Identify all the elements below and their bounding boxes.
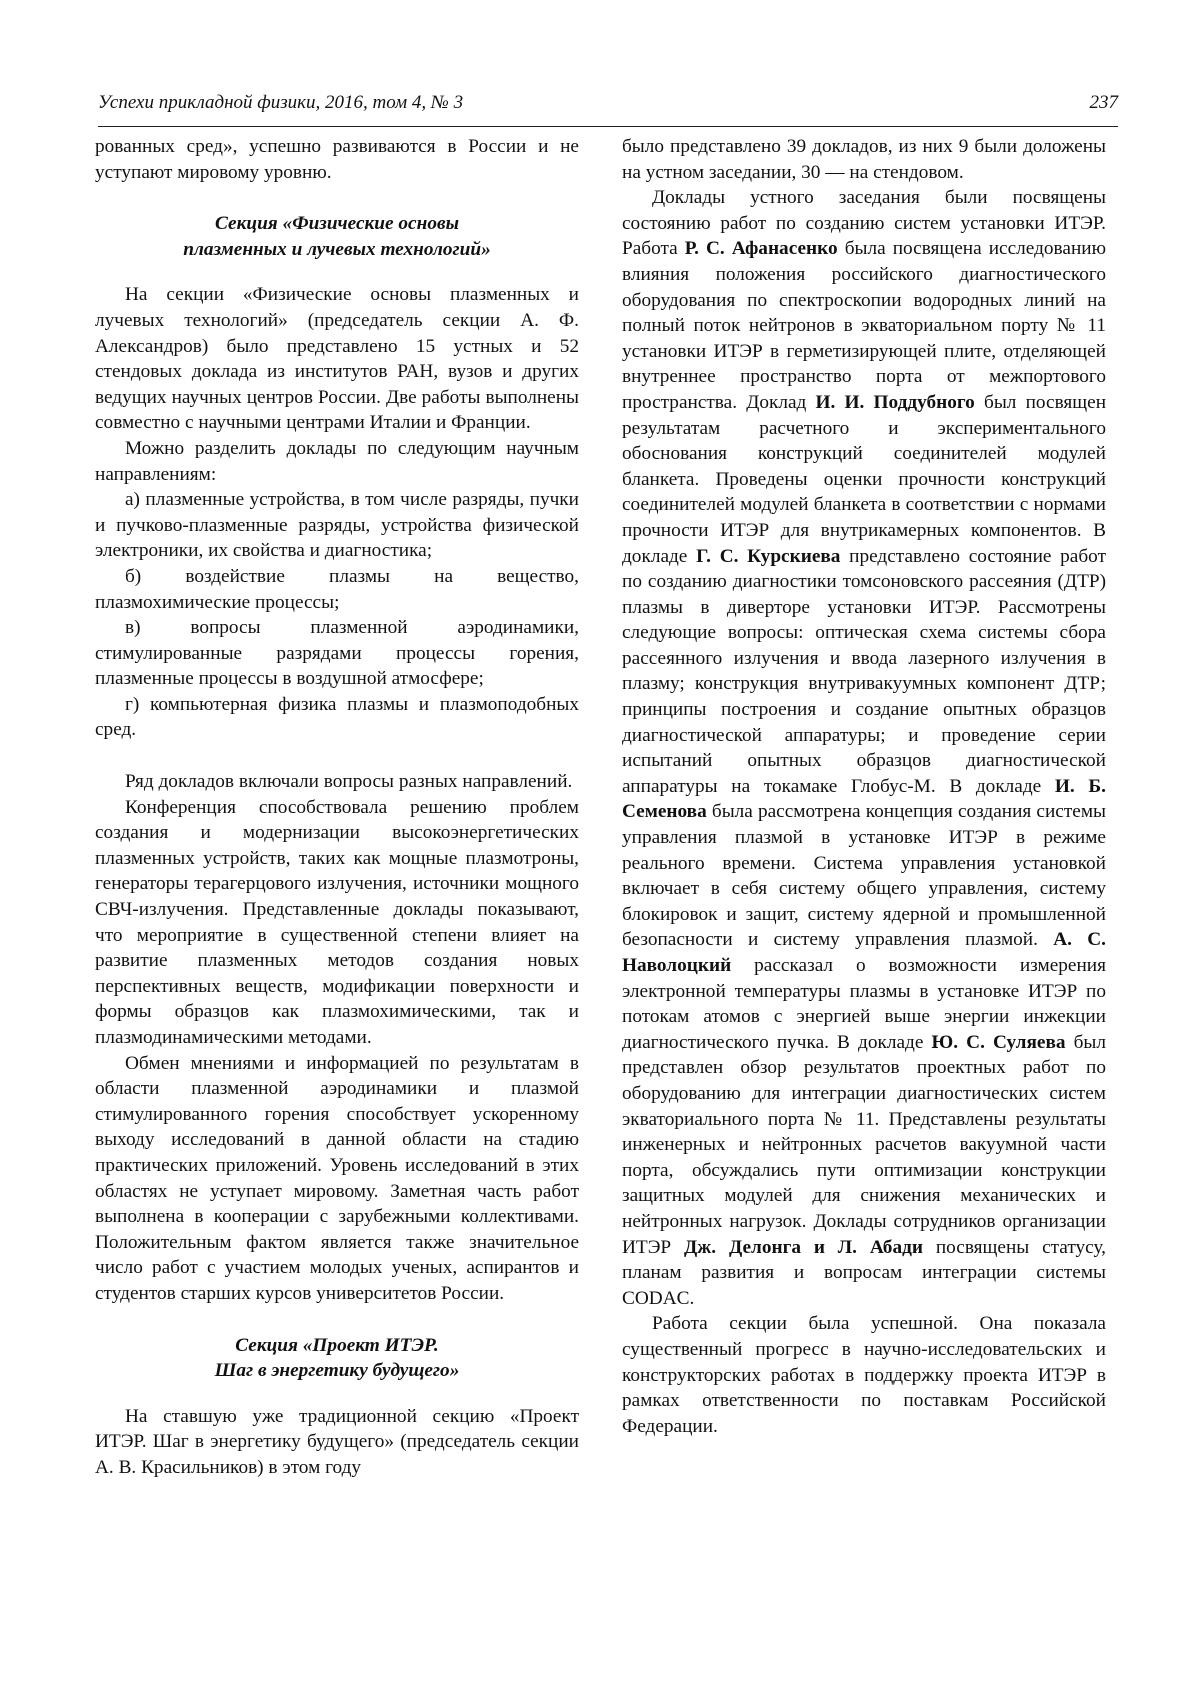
running-header (98, 92, 1118, 127)
list-item: б) воздействие плазмы на вещество, плазмохимические процессы; (95, 565, 579, 613)
section-title-plasma (95, 211, 579, 262)
paragraph: Конференция способствовала решению проблем создания и модернизации высокоэнергетических плазменных устройств, таких как мощные плазмотроны, генераторы терагерцового излучения, источники мощного СВЧ-излучения. Представленные доклады показывают, что мероприятие в существенной степени влияет на развитие плазменных методов создания новых перспективных веществ, модификации поверхности и формы образцов как плазмохимическими, так и плазмодинамическими методами. (95, 796, 579, 1048)
paragraph: Работа секции была успешной. Она показала существенный прогресс в научно-исследовательских и конструкторских работах в поддержку проекта ИТЭР в рамках ответственности по поставкам Российской Федерации. (622, 1313, 1106, 1437)
list-item: а) плазменные устройства, в том числе разряды, пучки и пучково-плазменные разряды, устройства физической электроники, их свойства и диагностика; (95, 489, 579, 562)
paragraph: На ставшую уже традиционной секцию «Проект ИТЭР. Шаг в энергетику будущего» (председатель секции А. В. Красильников) в этом году (95, 1405, 579, 1478)
list-item: в) вопросы плазменной аэродинамики, стимулированные разрядами процессы горения, плазменные процессы в воздушной атмосфере; (95, 617, 579, 690)
paragraph: Можно разделить доклады по следующим научным направлениям: (95, 437, 579, 485)
paragraph: рованных сред», успешно развиваются в России и не уступают мировому уровню. (95, 136, 579, 183)
section-title-line: Секция «Проект ИТЭР. (235, 1334, 439, 1356)
paragraph: На секции «Физические основы плазменных и лучевых технологий» (председатель секции А. Ф. Александров) было представлено 15 устных и 52 стендовых доклада из институтов РАН, вузов и других ведущих научных центров России. Две работы выполнены совместно с научными центрами Италии и Франции. (95, 284, 579, 434)
author-name: Г. С. Курскиева (696, 545, 841, 567)
text-run: рассказал о возможности измерения электронной температуры плазмы в установке ИТЭР по потокам атомов с энергией выше энергии инжекции диагностического пучка. В докладе (622, 955, 1106, 1053)
author-name: Р. С. Афанасенко (684, 238, 838, 260)
journal-citation: Успехи прикладной физики, 2016, том 4, № 3 (98, 92, 464, 113)
text-run: Доклады устного заседания были посвящены состоянию работ по созданию систем установки ИТЭР. Работа (622, 187, 1106, 260)
paragraph: Обмен мнениями и информацией по результатам в области плазменной аэродинамики и плазмой стимулированного горения способствует ускоренному выходу исследований в данной области на стадию практических приложений. Уровень исследований в этих областях не уступает мировому. Заметная часть работ выполнена в кооперации с зарубежными коллективами. Положительным фактом является также значительное число работ с участием молодых ученых, аспирантов и студентов старших курсов университетов России. (95, 1052, 579, 1304)
text-run: была рассмотрена концепция создания системы управления плазмой в установке ИТЭР в режиме реального времени. Система управления установкой включает в себя систему общего управления, систему блокировок и защит, систему ядерной и промышленной безопасности и систему управления плазмой. (622, 801, 1107, 951)
author-name: И. Б. Семенова (622, 775, 1106, 823)
author-name: И. И. Поддубного (815, 391, 975, 413)
section-title-line: Шаг в энергетику будущего» (214, 1360, 460, 1382)
left-column (95, 134, 579, 1481)
author-name: А. С. Наволоцкий (622, 929, 1106, 976)
paragraph (622, 185, 1106, 1311)
list-item: г) компьютерная физика плазмы и плазмоподобных сред. (95, 693, 579, 741)
text-run: представлено состояние работ по созданию диагностики томсоновского рассеяния (ДТР) плазмы в диверторе установки ИТЭР. Рассмотрены следующие вопросы: оптическая схема системы сбора рассеянного излучения и ввода лазерного излучения в плазму; конструкция внутривакуумных компонент ДТР; принципы построения и создание опытных образцов диагностической аппаратуры; и проведение серии испытаний опытных образцов диагностической аппаратуры на токамаке Глобус-М. В докладе (622, 545, 1106, 797)
paragraph: Ряд докладов включали вопросы разных направлений. (125, 771, 573, 793)
paragraph: было представлено 39 докладов, из них 9 были доложены на устном заседании, 30 — на стендовом. (622, 136, 1106, 183)
author-name: Дж. Делонга и Л. Абади (684, 1236, 923, 1258)
text-run: был представлен обзор результатов проектных работ по оборудованию для интеграции диагностических систем экваториального порта № 11. Представлены результаты инженерных и нейтронных расчетов вакуумной части порта, обсуждались пути оптимизации конструкции защитных модулей для снижения механических и нейтронных нагрузок. Доклады сотрудников организации ИТЭР (622, 1031, 1107, 1258)
author-name: Ю. С. Суляева (931, 1031, 1066, 1053)
section-title-iter (95, 1333, 579, 1384)
section-title-line: Секция «Физические основы (215, 213, 459, 235)
text-run: был посвящен результатам расчетного и экспериментального обоснования конструкций соединителей модулей бланкета. Проведены оценки прочности конструкций соединителей модулей бланкета в соответствии с нормами прочности ИТЭР для внутрикамерных компонентов. В докладе (622, 391, 1107, 567)
text-run: была посвящена исследованию влияния положения российского диагностического оборудования по спектроскопии водородных линий на полный поток нейтронов в экваториальном порту № 11 установки ИТЭР в герметизирующей плите, отделяющей внутреннее пространство порта от межпортового пространства. Доклад (622, 238, 1106, 413)
right-column (622, 134, 1106, 1439)
section-title-line: плазменных и лучевых технологий» (183, 238, 491, 260)
page-number: 237 (1089, 92, 1118, 113)
text-run: посвящены статусу, планам развития и вопросам интеграции системы CODAC. (622, 1236, 1107, 1309)
